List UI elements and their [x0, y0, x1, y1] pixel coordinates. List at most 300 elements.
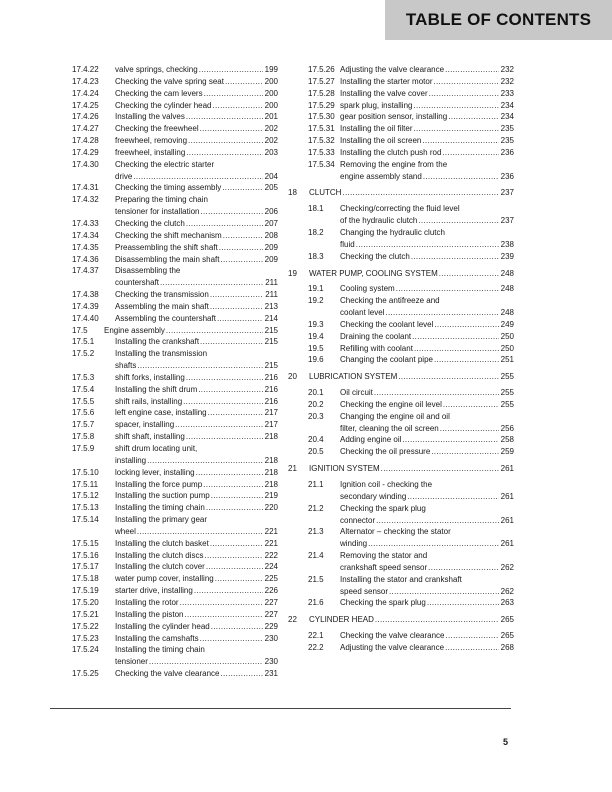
toc-entry-title: filter, cleaning the oil screen [340, 423, 439, 433]
toc-entry[interactable] [288, 135, 514, 147]
toc-entry-page: 214 [264, 313, 278, 323]
toc-entry[interactable] [72, 218, 278, 230]
toc-entry-page: 258 [500, 435, 514, 445]
toc-entry-title: gear position sensor, installing [340, 112, 448, 122]
toc-entry-number: 17.5.18 [72, 574, 99, 584]
toc-entry-title: Ignition coil - checking the [340, 480, 433, 489]
toc-entry[interactable] [288, 597, 514, 609]
toc-entry[interactable] [288, 446, 514, 458]
toc-entry-title: Refilling with coolant [340, 343, 413, 353]
toc-entry-title: Alternator – checking the stator [340, 527, 451, 537]
toc-entry[interactable] [72, 265, 278, 289]
toc-entry[interactable] [288, 88, 514, 100]
toc-entry-page: 215 [264, 361, 278, 371]
toc-entry-number: 17.5.15 [72, 538, 99, 548]
toc-entry-title: connector [340, 515, 376, 525]
toc-entry-title: Checking the shift mechanism [115, 230, 222, 240]
toc-entry[interactable] [72, 230, 278, 242]
dot-leader [200, 336, 263, 348]
toc-entry-page: 215 [264, 325, 278, 335]
toc-entry-title: Checking the clutch [115, 218, 185, 228]
toc-entry-number: 17.4.32 [72, 195, 99, 205]
toc-entry-title: countershaft [115, 278, 160, 288]
toc-entry[interactable] [72, 621, 278, 633]
toc-entry-title: LUBRICATION SYSTEM [309, 372, 398, 382]
dot-leader [433, 76, 498, 88]
toc-entry[interactable] [72, 396, 278, 408]
toc-entry[interactable] [72, 538, 278, 550]
toc-entry[interactable] [288, 111, 514, 123]
toc-entry-title: Checking the valve clearance [115, 669, 220, 679]
toc-entry[interactable] [72, 431, 278, 443]
toc-entry-page: 227 [264, 597, 278, 607]
toc-entry[interactable] [72, 348, 278, 372]
toc-entry-number: 20.2 [308, 399, 324, 409]
toc-entry-page: 265 [500, 631, 514, 641]
toc-entry-number: 19.2 [308, 296, 324, 306]
toc-entry-title: WATER PUMP, COOLING SYSTEM [309, 268, 438, 278]
toc-entry-page: 248 [500, 268, 514, 278]
toc-entry-title: Installing the oil screen [340, 136, 422, 146]
toc-entry-page: 262 [500, 562, 514, 572]
toc-entry-title: of the hydraulic clutch [340, 216, 418, 226]
toc-entry-number: 22.2 [308, 642, 324, 652]
toc-entry-number: 17.5.27 [308, 76, 335, 86]
toc-entry-page: 255 [500, 388, 514, 398]
toc-entry[interactable] [288, 354, 514, 366]
dot-leader [221, 254, 263, 266]
toc-entry-page: 221 [264, 526, 278, 536]
dot-leader [356, 239, 499, 251]
dot-leader [376, 515, 499, 527]
toc-entry-number: 17.4.24 [72, 88, 99, 98]
toc-entry-page: 217 [264, 420, 278, 430]
toc-entry-number: 17.5.7 [72, 420, 95, 430]
toc-entry[interactable] [72, 64, 278, 76]
dot-leader [183, 396, 263, 408]
toc-entry-number: 17.5.34 [308, 159, 335, 169]
toc-entry[interactable] [72, 135, 278, 147]
toc-entry-title: Installing the timing chain [115, 645, 205, 655]
toc-entry-title: Preassembling the shift shaft [115, 242, 218, 252]
dot-leader [440, 423, 499, 435]
toc-entry[interactable] [288, 463, 514, 475]
dot-leader [389, 586, 499, 598]
toc-title: TABLE OF CONTENTS [405, 10, 592, 29]
toc-entry-number: 17.4.33 [72, 218, 99, 228]
toc-entry-number: 17.4.26 [72, 112, 99, 122]
dot-leader [175, 419, 262, 431]
dot-leader [149, 656, 263, 668]
dot-leader [222, 182, 262, 194]
toc-entry[interactable] [72, 419, 278, 431]
toc-entry[interactable] [72, 490, 278, 502]
toc-entry[interactable] [72, 182, 278, 194]
toc-entry[interactable] [72, 550, 278, 562]
toc-entry-title: valve springs, checking [115, 65, 198, 74]
toc-entry-title: Installing the shift drum [115, 384, 198, 394]
toc-entry-page: 261 [500, 515, 514, 525]
toc-entry-title: Checking the oil pressure [340, 447, 431, 457]
toc-entry-title: Checking the antifreeze and [340, 296, 440, 306]
toc-entry-title: Installing the oil filter [340, 124, 413, 134]
toc-entry[interactable] [72, 644, 278, 668]
toc-entry-title: speed sensor [340, 586, 389, 596]
toc-entry[interactable] [288, 295, 514, 319]
dot-leader [160, 277, 263, 289]
toc-entry-page: 261 [500, 491, 514, 501]
toc-entry[interactable] [72, 384, 278, 396]
toc-entry-number: 17.5.32 [308, 136, 335, 146]
toc-entry-page: 261 [500, 539, 514, 549]
toc-entry-page: 216 [264, 396, 278, 406]
toc-entry[interactable] [72, 100, 278, 112]
dot-leader [180, 597, 263, 609]
toc-entry[interactable] [72, 159, 278, 183]
toc-entry-title: Installing the clutch push rod [340, 147, 442, 157]
dot-leader [213, 100, 263, 112]
toc-entry-number: 18.3 [308, 251, 324, 261]
toc-entry-title: Adding engine oil [340, 435, 402, 445]
dot-leader [434, 354, 499, 366]
toc-entry-number: 21.1 [308, 480, 324, 489]
toc-entry-title: Assembling the countershaft [115, 313, 216, 323]
toc-entry-number: 17.5.16 [72, 550, 99, 560]
toc-entry[interactable] [72, 668, 278, 680]
toc-entry[interactable] [72, 313, 278, 325]
toc-entry-number: 17.5.33 [308, 147, 335, 157]
toc-entry-number: 19.3 [308, 319, 324, 329]
dot-leader [206, 561, 263, 573]
toc-entry[interactable] [288, 411, 514, 435]
toc-entry-number: 17.4.29 [72, 147, 99, 157]
toc-entry-title: CYLINDER HEAD [309, 615, 374, 625]
toc-entry-number: 21.6 [308, 598, 324, 608]
toc-entry[interactable] [288, 371, 514, 383]
toc-entry[interactable] [288, 251, 514, 263]
toc-entry[interactable] [288, 399, 514, 411]
toc-entry[interactable] [288, 64, 514, 76]
toc-entry-page: 215 [264, 337, 278, 347]
toc-entry-number: 17.4.35 [72, 242, 99, 252]
toc-entry[interactable] [288, 642, 514, 654]
toc-entry-page: 199 [264, 65, 278, 74]
toc-entry-number: 18.2 [308, 227, 324, 237]
toc-entry-title: Installing the clutch basket [115, 538, 209, 548]
toc-entry-page: 233 [500, 88, 514, 98]
toc-entry-page: 255 [500, 399, 514, 409]
toc-entry-number: 17.5.4 [72, 384, 95, 394]
dot-leader [342, 187, 498, 199]
toc-entry-page: 238 [500, 239, 514, 249]
dot-leader [198, 384, 262, 396]
toc-entry[interactable] [288, 479, 514, 503]
toc-entry-page: 216 [264, 384, 278, 394]
toc-entry[interactable] [72, 514, 278, 538]
toc-entry[interactable] [72, 407, 278, 419]
toc-entry[interactable] [288, 319, 514, 331]
toc-entry-title: coolant level [340, 308, 385, 318]
toc-entry-number: 19.5 [308, 343, 324, 353]
toc-entry-number: 17.5.29 [308, 100, 335, 110]
toc-entry[interactable] [288, 123, 514, 135]
toc-entry-number: 20.3 [308, 411, 324, 421]
toc-entry[interactable] [288, 630, 514, 642]
dot-leader [407, 491, 498, 503]
toc-entry-number: 17.4.27 [72, 124, 99, 134]
toc-entry-page: 202 [264, 136, 278, 146]
toc-entry-title: Installing the transmission [115, 349, 208, 359]
toc-entry-title: crankshaft speed sensor [340, 562, 428, 572]
toc-entry[interactable] [72, 597, 278, 609]
toc-entry[interactable] [72, 502, 278, 514]
toc-entry-title: Installing the crankshaft [115, 337, 200, 347]
dot-leader [381, 463, 499, 475]
dot-leader [186, 431, 263, 443]
toc-entry-page: 232 [500, 65, 514, 74]
toc-entry[interactable] [72, 561, 278, 573]
toc-entry[interactable] [72, 111, 278, 123]
toc-entry-title: Checking the freewheel [115, 124, 199, 134]
toc-entry-number: 17.4.37 [72, 266, 99, 276]
toc-entry-number: 20.1 [308, 388, 324, 398]
dot-leader [196, 467, 263, 479]
toc-entry-title: water pump cover, installing [115, 574, 214, 584]
toc-entry-page: 262 [500, 586, 514, 596]
toc-entry-title: Installing the force pump [115, 479, 203, 489]
dot-leader [137, 360, 262, 372]
toc-entry[interactable] [288, 343, 514, 355]
toc-entry-title: Installing the camshafts [115, 633, 199, 643]
toc-entry[interactable] [72, 301, 278, 313]
toc-entry[interactable] [72, 194, 278, 218]
toc-entry-title: shift rails, installing [115, 396, 183, 406]
dot-leader [194, 585, 263, 597]
toc-entry-page: 234 [500, 100, 514, 110]
toc-entry[interactable] [72, 609, 278, 621]
toc-entry-number: 17.5.30 [308, 112, 335, 122]
toc-entry[interactable] [288, 100, 514, 112]
dot-leader [215, 573, 263, 585]
toc-entry-page: 256 [500, 423, 514, 433]
toc-entry-page: 227 [264, 609, 278, 619]
dot-leader [422, 135, 498, 147]
toc-entry[interactable] [72, 242, 278, 254]
toc-entry[interactable] [288, 159, 514, 183]
toc-entry-title: Checking the coolant level [340, 319, 434, 329]
toc-entry-page: 209 [264, 242, 278, 252]
toc-entry-page: 216 [264, 372, 278, 382]
toc-entry[interactable] [72, 479, 278, 491]
toc-entry-title: Installing the piston [115, 609, 184, 619]
toc-entry-number: 17.5.22 [72, 621, 99, 631]
toc-entry[interactable] [288, 331, 514, 343]
toc-entry[interactable] [72, 254, 278, 266]
toc-entry-page: 248 [500, 284, 514, 294]
toc-entry[interactable] [288, 76, 514, 88]
toc-entry-number: 17.5.28 [308, 88, 335, 98]
toc-entry[interactable] [288, 574, 514, 598]
toc-entry[interactable] [72, 467, 278, 479]
toc-entry-page: 226 [264, 586, 278, 596]
dot-leader [203, 479, 262, 491]
toc-entry[interactable] [72, 325, 278, 337]
toc-entry-title: Installing the starter motor [340, 76, 433, 86]
toc-entry-title: Checking the electric starter [115, 159, 215, 169]
toc-entry-title: Checking/correcting the fluid level [340, 204, 460, 214]
toc-entry-number: 20.4 [308, 435, 324, 445]
toc-entry-number: 17.4.36 [72, 254, 99, 264]
toc-entry-number: 17.5.21 [72, 609, 99, 619]
toc-entry[interactable] [72, 443, 278, 467]
toc-entry-title: Checking the valve clearance [340, 631, 445, 641]
toc-entry-title: Installing the cylinder head [115, 621, 210, 631]
dot-leader [411, 251, 499, 263]
toc-entry-title: Installing the stator and crankshaft [340, 574, 462, 584]
toc-entry-title: Adjusting the valve clearance [340, 642, 445, 652]
toc-entry-number: 17.5.13 [72, 503, 99, 513]
toc-entry[interactable] [288, 187, 514, 199]
toc-entry[interactable] [288, 147, 514, 159]
toc-entry-title: starter drive, installing [115, 586, 193, 596]
toc-entry-page: 213 [264, 301, 278, 311]
toc-entry-number: 17.4.39 [72, 301, 99, 311]
toc-entry-page: 255 [500, 372, 514, 382]
toc-entry-page: 202 [264, 124, 278, 134]
dot-leader [200, 123, 263, 135]
toc-entry[interactable] [288, 550, 514, 574]
dot-leader [206, 502, 263, 514]
toc-entry-page: 219 [264, 491, 278, 501]
toc-entry[interactable] [72, 372, 278, 384]
toc-entry[interactable] [288, 503, 514, 527]
dot-leader [423, 171, 499, 183]
dot-leader [221, 668, 263, 680]
toc-entry[interactable] [72, 573, 278, 585]
footer-divider [50, 708, 511, 709]
toc-entry-page: 204 [264, 171, 278, 181]
dot-leader [374, 387, 499, 399]
toc-entry-title: Installing the rotor [115, 597, 179, 607]
toc-entry-title: drive [115, 171, 133, 181]
toc-entry-title: Installing the clutch cover [115, 562, 205, 572]
dot-leader [427, 597, 499, 609]
toc-entry[interactable] [72, 336, 278, 348]
toc-entry-number: 17.5.5 [72, 396, 95, 406]
toc-entry[interactable] [288, 614, 514, 626]
toc-entry-number: 17.5.31 [308, 124, 335, 134]
toc-entry-number: 17.4.28 [72, 136, 99, 146]
toc-entry-title: secondary winding [340, 491, 407, 501]
toc-entry[interactable] [288, 387, 514, 399]
toc-entry-number: 17.5.17 [72, 562, 99, 572]
toc-entry-page: 201 [264, 112, 278, 122]
toc-entry-title: Checking the engine oil level [340, 399, 442, 409]
toc-entry-title: Checking the clutch [340, 251, 410, 261]
toc-right-column [288, 64, 514, 654]
dot-leader [368, 538, 499, 550]
toc-entry-number: 21.4 [308, 551, 324, 561]
dot-leader [210, 538, 263, 550]
toc-entry-title: shift shaft, installing [115, 432, 185, 442]
toc-entry-title: Oil circuit [340, 388, 373, 398]
toc-entry-number: 17.4.40 [72, 313, 99, 323]
toc-entry-title: freewheel, removing [115, 136, 188, 146]
toc-entry[interactable] [288, 526, 514, 550]
dot-leader [186, 111, 263, 123]
toc-entry-number: 19.6 [308, 355, 324, 365]
dot-leader [204, 88, 263, 100]
toc-header [385, 0, 612, 40]
toc-entry[interactable] [288, 283, 514, 295]
toc-entry-number: 19 [288, 268, 297, 278]
toc-entry-page: 229 [264, 621, 278, 631]
toc-entry-title: freewheel, installing [115, 147, 186, 157]
toc-entry-page: 237 [500, 216, 514, 226]
toc-entry-title: Installing the primary gear [115, 515, 208, 525]
toc-entry-title: tensioner for installation [115, 207, 200, 217]
toc-entry-title: Assembling the main shaft [115, 301, 209, 311]
dot-leader [443, 399, 499, 411]
dot-leader [210, 301, 263, 313]
toc-entry-page: 225 [264, 574, 278, 584]
dot-leader [412, 331, 498, 343]
toc-entry[interactable] [72, 289, 278, 301]
toc-entry-number: 17.5.8 [72, 432, 95, 442]
toc-entry-title: wheel [115, 526, 136, 536]
toc-entry-page: 218 [264, 479, 278, 489]
toc-entry-title: shafts [115, 361, 137, 371]
toc-entry[interactable] [72, 147, 278, 159]
toc-entry-page: 232 [500, 76, 514, 86]
toc-entry-page: 208 [264, 230, 278, 240]
toc-entry-page: 263 [500, 598, 514, 608]
toc-entry-page: 222 [264, 550, 278, 560]
dot-leader [200, 633, 263, 645]
toc-entry-page: 261 [500, 464, 514, 474]
toc-entry[interactable] [72, 585, 278, 597]
toc-entry[interactable] [72, 76, 278, 88]
toc-entry-number: 19.1 [308, 284, 324, 294]
toc-entry-number: 17.5 [72, 325, 88, 335]
dot-leader [398, 371, 498, 383]
toc-entry-title: Cooling system [340, 284, 395, 294]
dot-leader [431, 446, 498, 458]
toc-entry-title: Checking the valve spring seat [115, 76, 224, 86]
toc-entry-page: 203 [264, 147, 278, 157]
toc-entry[interactable] [288, 227, 514, 251]
toc-entry[interactable] [72, 633, 278, 645]
toc-entry[interactable] [288, 268, 514, 280]
toc-entry[interactable] [288, 434, 514, 446]
toc-entry-number: 17.5.11 [72, 479, 99, 489]
toc-entry-number: 17.4.23 [72, 76, 99, 86]
toc-entry-page: 206 [264, 207, 278, 217]
toc-entry[interactable] [288, 203, 514, 227]
dot-leader [211, 490, 263, 502]
toc-entry[interactable] [72, 123, 278, 135]
toc-entry-title: Changing the hydraulic clutch [340, 227, 445, 237]
dot-leader [185, 609, 263, 621]
toc-entry-page: 251 [500, 355, 514, 365]
dot-leader [448, 111, 498, 123]
dot-leader [137, 526, 263, 538]
toc-entry-number: 21.2 [308, 503, 324, 513]
dot-leader [445, 64, 499, 76]
toc-entry-page: 220 [264, 503, 278, 513]
dot-leader [186, 218, 263, 230]
toc-entry[interactable] [72, 88, 278, 100]
